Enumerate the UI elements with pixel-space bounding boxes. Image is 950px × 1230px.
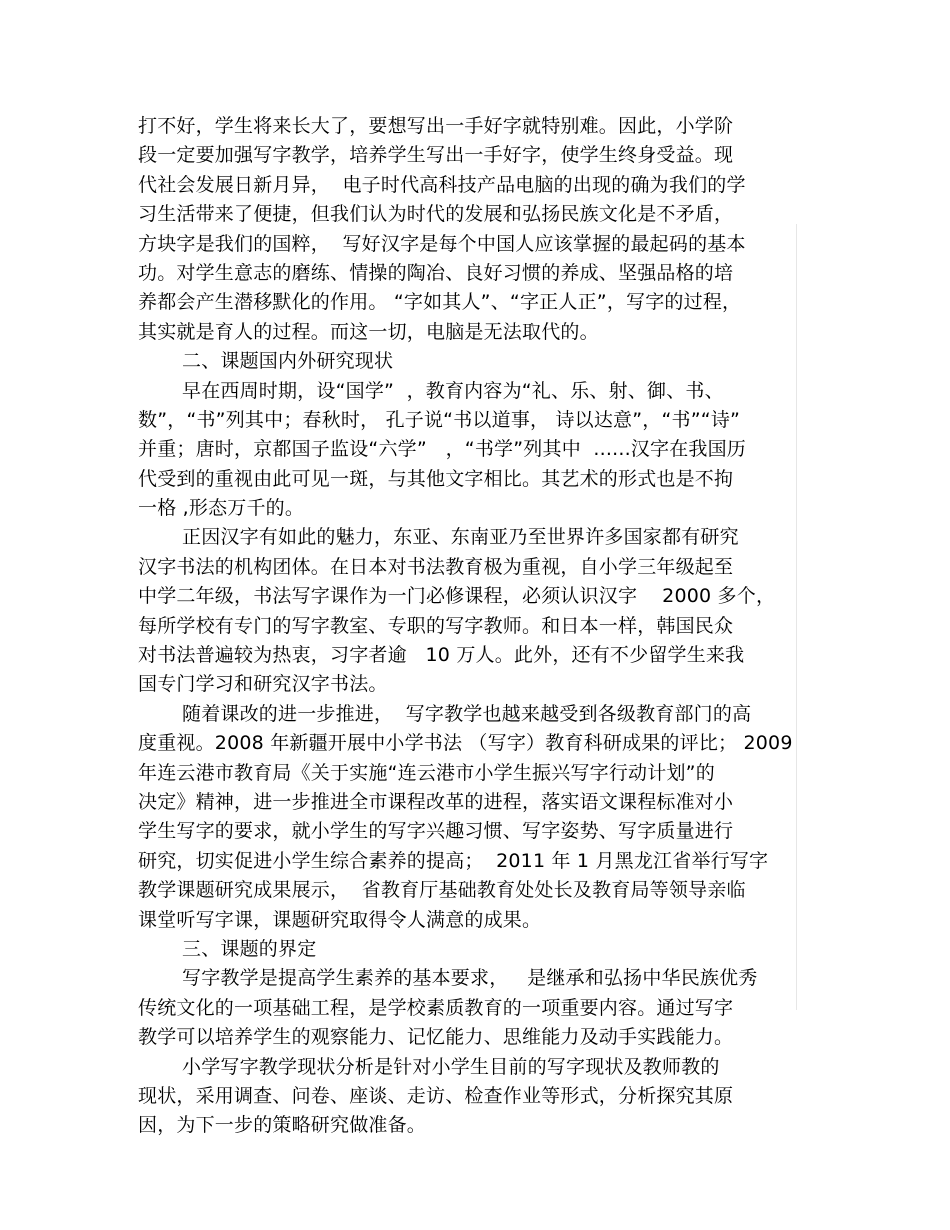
text-line: 国专门学习和研究汉字书法。: [138, 673, 388, 696]
text-line: 年连云港市教育局《关于实施“连云港市小学生振兴写字行动计划”的: [138, 761, 715, 784]
text-line: 教学可以培养学生的观察能力、记忆能力、思维能力及动手实践能力。: [138, 1026, 734, 1049]
text-line: 段一定要加强写字教学，培养学生写出一手好字，使学生终身受益。现: [138, 144, 734, 167]
text-line: 学生写字的要求，就小学生的写字兴趣习惯、写字姿势、写字质量进行: [138, 820, 734, 843]
text-line: 研究，切实促进小学生综合素养的提高； 2011 年 1 月黑龙江省举行写字: [138, 849, 769, 872]
text-line: 度重视。2008 年新疆开展中小学书法 （写字）教育科研成果的评比； 2009: [138, 732, 793, 755]
text-line: 习生活带来了便捷，但我们认为时代的发展和弘扬民族文化是不矛盾，: [138, 203, 734, 226]
text-line: 中学二年级，书法写字课作为一门必修课程，必须认识汉字 2000 多个，: [138, 585, 776, 608]
text-line: 每所学校有专门的写字教室、专职的写字教师。和日本一样，韩国民众: [138, 614, 734, 637]
text-line: 写字教学是提高学生素养的基本要求， 是继承和弘扬中华民族优秀: [182, 967, 758, 990]
text-line: 传统文化的一项基础工程，是学校素质教育的一项重要内容。通过写字: [138, 996, 734, 1019]
text-line: 其实就是育人的过程。而这一切，电脑是无法取代的。: [138, 320, 599, 343]
text-line: 对书法普遍较为热衷，习字者逾 10 万人。此外，还有不少留学生来我: [138, 644, 745, 667]
text-line: 教学课题研究成果展示， 省教育厅基础教育处处长及教育局等领导亲临: [138, 879, 746, 902]
text-line: 代受到的重视由此可见一斑，与其他文字相比。其艺术的形式也是不拘: [138, 467, 734, 490]
text-line: 三、课题的界定: [182, 937, 317, 960]
text-line: 汉字书法的机构团体。在日本对书法教育极为重视，自小学三年级起至: [138, 555, 734, 578]
text-line: 随着课改的进一步推进， 写字教学也越来越受到各级教育部门的高: [182, 702, 752, 725]
text-line: 现状，采用调查、问卷、座谈、走访、检查作业等形式，分析探究其原: [138, 1084, 734, 1107]
text-line: 正因汉字有如此的魅力，东亚、东南亚乃至世界许多国家都有研究: [182, 526, 739, 549]
text-line: 早在西周时期，设“国学” ，教育内容为“礼、乐、射、御、书、: [182, 379, 724, 402]
text-line: 决定》精神，进一步推进全市课程改革的进程，落实语文课程标准对小: [138, 790, 734, 813]
text-line: 小学写字教学现状分析是针对小学生目前的写字现状及教师教的: [182, 1055, 720, 1078]
text-line: 课堂听写字课，课题研究取得令人满意的成果。: [138, 908, 542, 931]
text-line: 因，为下一步的策略研究做准备。: [138, 1114, 427, 1137]
text-line: 功。对学生意志的磨练、情操的陶冶、良好习惯的养成、坚强品格的培: [138, 261, 734, 284]
text-line: 二、课题国内外研究现状: [182, 350, 394, 373]
text-line: 数”，“书”列其中；春秋时， 孔子说“书以道事， 诗以达意”，“书”“诗”: [138, 408, 741, 431]
text-line: 打不好，学生将来长大了，要想写出一手好字就特别难。因此，小学阶: [138, 115, 734, 137]
text-line: 一格 ,形态万千的。: [138, 497, 305, 520]
text-line: 代社会发展日新月异， 电子时代高科技产品电脑的出现的确为我们的学: [138, 173, 746, 196]
body-text: [138, 112, 818, 1141]
text-line: 养都会产生潜移默化的作用。 “字如其人”、“字正人正”，写字的过程，: [138, 291, 742, 314]
text-line: 并重；唐时，京都国子监设“六学” ，“书学”列其中 ......汉字在我国历: [138, 438, 747, 461]
text-line: 方块字是我们的国粹， 写好汉字是每个中国人应该掌握的最起码的基本: [138, 232, 746, 255]
